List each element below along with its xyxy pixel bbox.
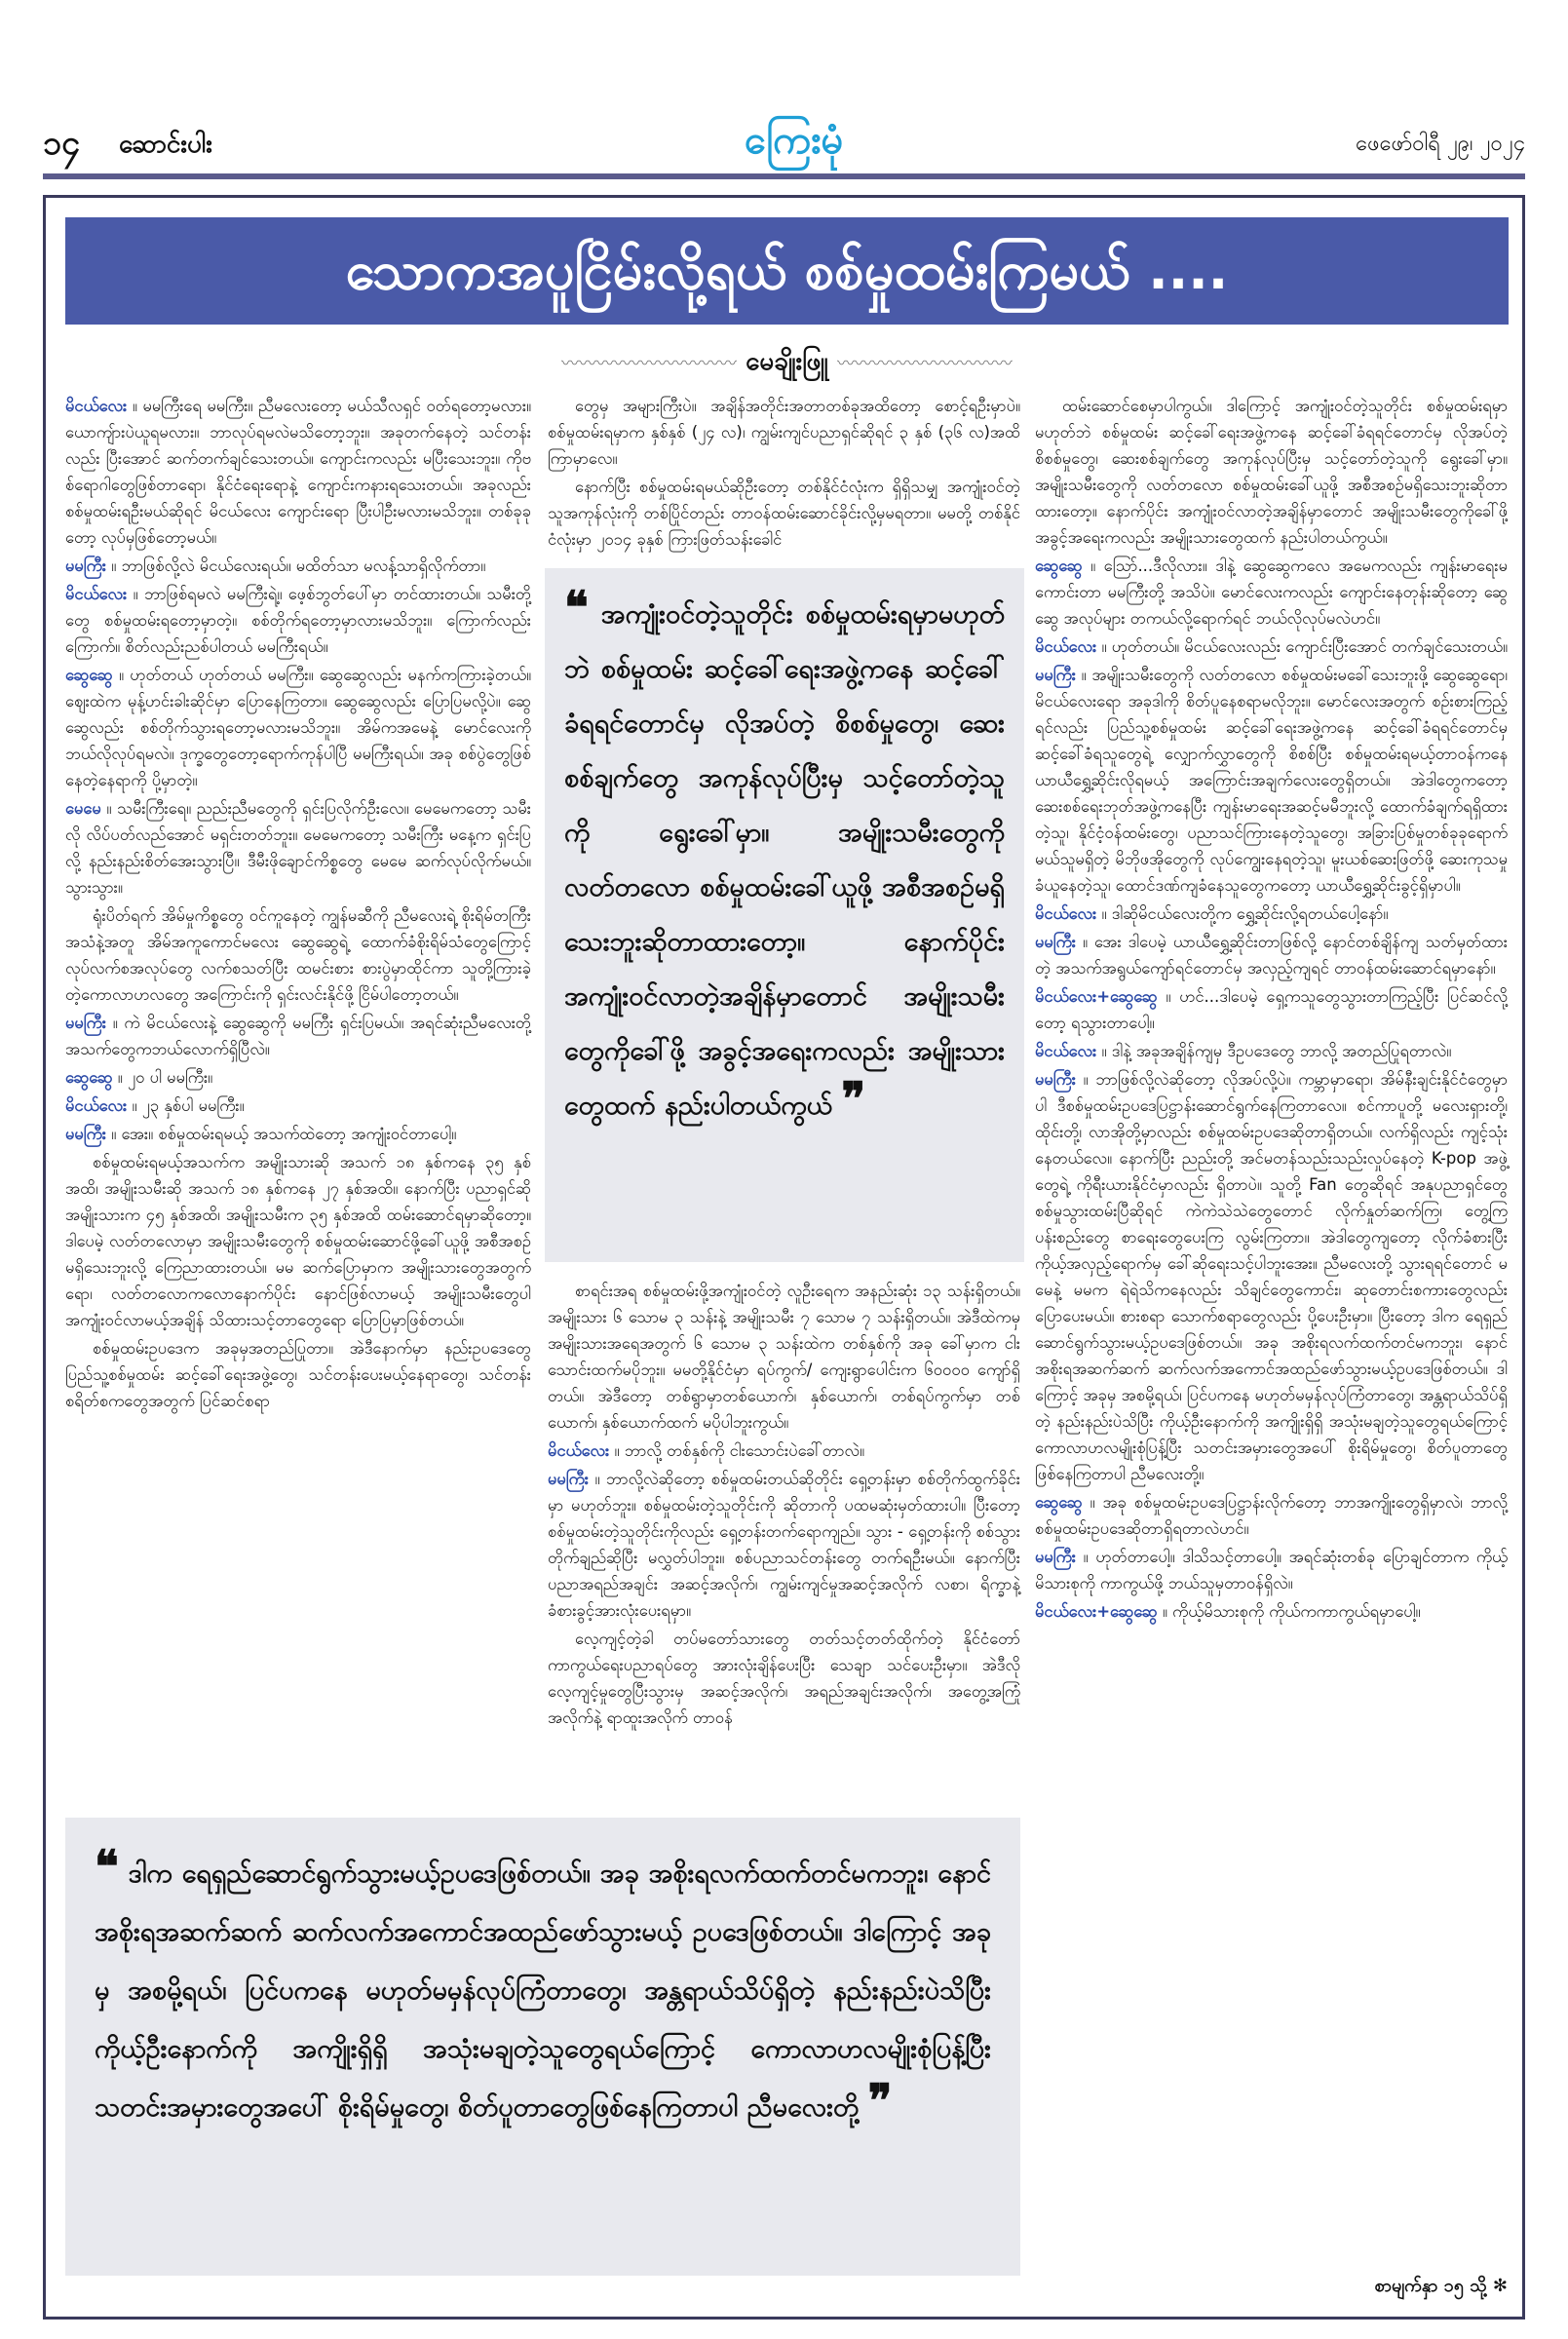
paragraph <box>65 1335 531 1414</box>
paragraph-text: ။ အခု စစ်မှုထမ်းဥပဒေပြဋ္ဌာန်းလိုက်တော့ ဘာအကျိုးတွေရှိမှာလဲ၊ ဘာလို့ စစ်မှုထမ်းဥပဒေဆိုတာရှိရတာလဲဟင်။ <box>1035 1493 1509 1538</box>
paragraph-text: ။ အေး ဒါပေမဲ့ ယာယီရွှေ့ဆိုင်းတာဖြစ်လို့ နောင်တစ်ချိန်ကျ သတ်မှတ်ထားတဲ့ အသက်အရွယ်ကျော်ရင်တောင်မှ အလှည့်ကျရင် တာဝန်ထမ်းဆောင်ရမှာနော်။ <box>1035 933 1508 978</box>
paragraph <box>65 1093 531 1119</box>
column-1 <box>65 393 531 1416</box>
paragraph-text: ။ ကိုယ့်မိသားစုကို ကိုယ်ကကာကွယ်ရမှာပေါ့။ <box>1162 1602 1421 1621</box>
paragraph <box>1035 662 1508 899</box>
paragraph-text: စစ်မှုထမ်းဥပဒေက အခုမှအတည်ပြုတာ။ အဲဒီနောက်မှာ နည်းဥပဒေတွေ ပြည်သူ့စစ်မှုထမ်း ဆင့်ခေါ်ရေးအဖွဲ့တွေ၊ သင်တန်းပေးမယ့်နေရာတွေ၊ သင်တန်းစရိတ်စကတွေအတွက် ပြင်ဆင်စရာ <box>65 1339 531 1410</box>
paragraph <box>1035 1038 1508 1064</box>
open-quote-icon: ❝ <box>564 581 589 633</box>
paragraph-text: ။ ဘာဖြစ်လို့လဲဆိုတော့ လိုအပ်လို့ပဲ။ ကမ္ဘာမှာရော၊ အိမ်နီးချင်းနိုင်ငံတွေမှာပါ ဒီစစ်မှုထမ်းဥပဒေပြဋ္ဌာန်းဆောင်ရွက်နေကြတာလေ။ စင်ကာပူတို့ မလေးရှားတို့၊ ထိုင်းတို့၊ လာအိုတို့မှာလည်း စစ်မှုထမ်းဥပဒေဆိုတာရှိတယ်။ လက်ရှိလည်း ကျင့်သုံးနေတယ်လေ။ နောက်ပြီး ညည်းတို့ အင်မတန်သည်းသည်းလှုပ်နေတဲ့ K-pop အဖွဲ့တွေရဲ့ ကိုရီးယားနိုင်ငံမှာလည်း ရှိတာပဲ။ သူတို့ Fan တွေဆိုရင် အနုပညာရှင်တွေ စစ်မှုသွားထမ်းပြီဆိုရင် ကဲကဲသဲသဲတွေတောင် လိုက်နှုတ်ဆက်ကြ၊ တွေ့ကြ ပန်းစည်းတွေ စာရေးတွေပေးကြ လွမ်းကြတာ။ အဲဒါတွေကျတော့ လိုက်ခံစားပြီး ကိုယ့်အလှည့်ရောက်မှ ခေါ်ဆိုရေးသင့်ပါဘူးအေး။ ညီမလေးတို့ သွားရရင်တောင် မမေနဲ့ မမက ရဲရဲသိကနေလည်း သိချင်တွေကောင်း၊ ဆုတောင်းစကားတွေလည်း ပြောပေးမယ်။ စားစရာ သောက်စရာတွေလည်း ပို့ပေးဦးမှာ။ ပြီးတော့ ဒါက ရေရှည်ဆောင်ရွက်သွားမယ့်ဥပဒေဖြစ်တယ်။ အခု အစိုးရလက်ထက်တင်မကဘူး၊ နောင်အစိုးရအဆက်ဆက် ဆက်လက်အကောင်အထည်ဖော်သွားမယ့်ဥပဒေဖြစ်တယ်။ ဒါကြောင့် အခုမှ အစမို့ရယ်၊ ပြင်ပကနေ မဟုတ်မမှန်လုပ်ကြံတာတွေ၊ အန္တရာယ်သိပ်ရှိတဲ့ နည်းနည်းပဲသိပြီး ကိုယ့်ဦးနောက်ကို အကျိုးရှိရှိ အသုံးမချတဲ့သူတွေရယ်ကြောင့် ကောလာဟလမျိုးစုံပြန့်ပြီး သတင်းအမှားတွေအပေါ် စိုးရိမ်မှုတွေ၊ စိတ်ပူတာတွေဖြစ်နေကြတာပါ ညီမလေးတို့။ <box>1035 1070 1509 1483</box>
speaker-name: မိငယ်လေး <box>1035 637 1097 656</box>
byline <box>46 344 1528 382</box>
newspaper-logo: ကြေးမုံ <box>745 117 844 163</box>
header-divider <box>43 173 1525 179</box>
paragraph <box>548 474 1020 553</box>
paragraph <box>65 1064 531 1091</box>
speaker-name: မမကြီး <box>548 1470 589 1488</box>
paragraph <box>548 1438 1020 1464</box>
column-2 <box>548 393 1020 555</box>
speaker-name: မိငယ်လေး <box>65 1096 128 1115</box>
paragraph-text: ။ ဘာဖြစ်လို့လဲ မိငယ်လေးရယ်။ မထိတ်သာ မလန့်သာရှိလိုက်တာ။ <box>111 556 486 575</box>
speaker-name: ဆွေဆွေ <box>65 1068 113 1087</box>
article-title: သောကအပူငြိမ်းလို့ရယ် စစ်မှုထမ်းကြမယ် .... <box>65 217 1509 325</box>
paragraph <box>1035 1544 1508 1596</box>
paragraph-text: ။ ဒါနဲ့ အခုအချိန်ကျမှ ဒီဥပဒေတွေ ဘာလို့ အတည်ပြုရတာလဲ။ <box>1101 1042 1452 1060</box>
paragraph-text: ။ ဟုတ်တယ်။ မိငယ်လေးလည်း ကျောင်းပြီးအောင် တက်ချင်သေးတယ်။ <box>1101 637 1508 656</box>
speaker-name: မမကြီး <box>1035 1548 1076 1566</box>
paragraph-text: ။ ဟုတ်တာပေါ့။ ဒါသိသင့်တာပေါ့။ အရင်ဆုံးတစ်ခု ပြောချင်တာက ကိုယ့်မိသားစုကို ကာကွယ်ဖို့ ဘယ်သူမှတာဝန်ရှိလဲ။ <box>1035 1548 1508 1592</box>
close-quote-icon: ❞ <box>867 2074 893 2127</box>
paragraph <box>65 553 531 579</box>
paragraph-text: နောက်ပြီး စစ်မှုထမ်းရမယ်ဆိုဦးတော့ တစ်နိုင်ငံလုံးက ရှိရှိသမျှ အကျုံးဝင်တဲ့သူအကုန်လုံးကို တစ်ပြိုင်တည်း တာဝန်ထမ်းဆောင်ခိုင်းလို့မှမရတာ။ မမတို့ တစ်နိုင်ငံလုံးမှာ ၂၀၁၄ ခုနှစ် ကြားဖြတ်သန်းခေါင် <box>548 478 1020 549</box>
speaker-name: မေမေ <box>65 799 101 818</box>
speaker-name: ဆွေဆွေ <box>1035 556 1083 575</box>
speaker-name: မိငယ်လေး+ဆွေဆွေ <box>1035 1602 1158 1621</box>
paragraph <box>65 1010 531 1062</box>
paragraph <box>1035 1066 1508 1487</box>
speaker-name: မမကြီး <box>65 556 106 575</box>
close-quote-icon: ❞ <box>841 1072 866 1125</box>
paragraph <box>1035 901 1508 927</box>
paragraph-text: ။ အေး။ စစ်မှုထမ်းရမယ့် အသက်ထဲတော့ အကျုံးဝင်တာပေါ့။ <box>111 1125 457 1143</box>
speaker-name: မမကြီး <box>1035 666 1076 684</box>
speaker-name: မိငယ်လေး <box>1035 904 1097 923</box>
paragraph <box>1035 393 1508 551</box>
page-number: ၁၄ <box>43 124 81 163</box>
paragraph <box>65 902 531 1008</box>
page-header <box>43 115 1525 172</box>
paragraph-text: ။ သမီးကြီးရေ။ ညည်းညီမတွေကို ရှင်းပြလိုက်ဦးလေ။ မေမေကတော့ သမီးလို လိပ်ပတ်လည်အောင် မရှင်းတတ်ဘူး။ မေမေကတော့ သမီးကြီး မနေ့က ရှင်းပြလို့ နည်းနည်းစိတ်အေးသွားပြီ။ ဒီမီးဖိုချောင်ကိစ္စတွေ မေမေ ဆက်လုပ်လိုက်မယ်။ သွားသွား။ <box>65 799 531 897</box>
paragraph <box>1035 1598 1508 1625</box>
wave-ornament-left: 〰〰〰〰〰〰〰〰〰〰 <box>561 354 738 374</box>
speaker-name: မမကြီး <box>1035 1070 1076 1089</box>
speaker-name: မိငယ်လေး <box>65 397 128 415</box>
paragraph-text: ။ ၂၃ နှစ်ပါ မမကြီး။ <box>132 1096 245 1115</box>
speaker-name: မိငယ်လေး <box>65 585 128 603</box>
wave-ornament-right: 〰〰〰〰〰〰〰〰〰〰 <box>836 354 1013 374</box>
paragraph <box>548 393 1020 472</box>
paragraph-text: ။ ဩော်...ဒီလိုလား။ ဒါနဲ့ ဆွေဆွေကလေ အမေကလည်း ကျန်းမာရေးမကောင်းတာ မမကြီးတို့ အသိပဲ။ မောင်လေးကလည်း ကျောင်းနေတုန်းဆိုတော့ ဆွေဆွေ အလုပ်များ တကယ်လို့ရောက်ရင် ဘယ်လိုလုပ်မလဲဟင်။ <box>1035 556 1509 628</box>
pull-quote-2-text: ဒါက ရေရှည်ဆောင်ရွက်သွားမယ့်ဥပဒေဖြစ်တယ်။ အခု အစိုးရလက်ထက်တင်မကဘူး၊ နောင်အစိုးရအဆက်ဆက် ဆက်လက်အကောင်အထည်ဖော်သွားမယ့် ဥပဒေဖြစ်တယ်။ ဒါကြောင့် အခုမှ အစမို့ရယ်၊ ပြင်ပကနေ မဟုတ်မမှန်လုပ်ကြံတာတွေ၊ အန္တရာယ်သိပ်ရှိတဲ့ နည်းနည်းပဲသိပြီး ကိုယ့်ဦးနောက်ကို အကျိုးရှိရှိ အသုံးမချတဲ့သူတွေရယ်ကြောင့် ကောလာဟလမျိုးစုံပြန့်ပြီး သတင်းအမှားတွေအပေါ် စိုးရိမ်မှုတွေ၊ စိတ်ပူတာတွေဖြစ်နေကြတာပါ ညီမလေးတို့ <box>95 1859 991 2123</box>
paragraph <box>65 795 531 901</box>
speaker-name: မိငယ်လေး <box>548 1441 610 1460</box>
paragraph-text: ထမ်းဆောင်စေမှာပါကွယ်။ ဒါကြောင့် အကျုံးဝင်တဲ့သူတိုင်း စစ်မှုထမ်းရမှာမဟုတ်ဘဲ စစ်မှုထမ်း ဆင့်ခေါ်ရေးအဖွဲ့ကနေ ဆင့်ခေါ်ခံရရင်တောင်မှ လိုအပ်တဲ့ စိစစ်မှုတွေ၊ ဆေးစစ်ချက်တွေ အကုန်လုပ်ပြီးမှ သင့်တော်တဲ့သူကို ရွေးခေါ်မှာ။ အမျိုးသမီးတွေကို လတ်တလော စစ်မှုထမ်းခေါ်ယူဖို့ အစီအစဉ်မရှိသေးဘူးဆိုတာထားတော့။ နောက်ပိုင်း အကျုံးဝင်လာတဲ့အချိန်မှာတောင် အမျိုးသမီးတွေကိုခေါ်ဖို့ အခွင့်အရေးကလည်း အမျိုးသားတွေထက် နည်းပါတယ်ကွယ်။ <box>1035 397 1508 547</box>
speaker-name: ဆွေဆွေ <box>1035 1493 1083 1512</box>
paragraph <box>1035 1489 1508 1542</box>
paragraph <box>548 1278 1020 1436</box>
article-frame <box>43 195 1525 2320</box>
paragraph-text: စာရင်းအရ စစ်မှုထမ်းဖို့အကျုံးဝင်တဲ့ လူဦးရေက အနည်းဆုံး ၁၃ သန်းရှိတယ်။ အမျိုးသား ၆ သောမ ၃ သန်းနဲ့ အမျိုးသမီး ၇ သောမ ၇ သန်းရှိတယ်။ အဲဒီထဲကမှ အမျိုးသားအရေအတွက် ၆ သောမ ၃ သန်းထဲက တစ်နှစ်ကို အခု ခေါ်မှာက ငါးသောင်းထက်မပိုဘူး။ မမတို့နိုင်ငံမှာ ရပ်ကွက်/ ကျေးရွာပေါင်းက ၆၀၀၀၀ ကျော်ရှိတယ်။ အဲဒီတော့ တစ်ရွာမှာတစ်ယောက်၊ နှစ်ယောက်၊ တစ်ရပ်ကွက်မှာ တစ်ယောက်၊ နှစ်ယောက်ထက် မပိုပါဘူးကွယ်။ <box>548 1282 1020 1432</box>
paragraph <box>65 393 531 551</box>
paragraph-text: ။ အမျိုးသမီးတွေကို လတ်တလော စစ်မှုထမ်းမခေါ်သေးဘူးဖို့ ဆွေဆွေရော၊ မိငယ်လေးရော အခုဒါကို စိတ်ပူနေစရာမလိုဘူး။ မောင်လေးအတွက် စဉ်းစားကြည့်ရင်လည်း ပြည်သူ့စစ်မှုထမ်း ဆင့်ခေါ်ရေးအဖွဲ့ကနေ ဆင့်ခေါ်ခံရရင်တောင်မှ ဆင့်ခေါ်ခံရသူတွေရဲ့ လျှောက်လွှာတွေကို စိစစ်ပြီး စစ်မှုထမ်းရမယ့်တာဝန်ကနေ ယာယီရွှေ့ဆိုင်းလိုရမယ့် အကြောင်းအချက်လေးတွေရှိတယ်။ အဲဒါတွေကတော့ ဆေးစစ်ရေးဘုတ်အဖွဲ့ကနေပြီး ကျန်းမာရေးအဆင့်မမီဘူးလို့ ထောက်ခံချက်ရရှိထားတဲ့သူ၊ နိုင်ငံ့ဝန်ထမ်းတွေ၊ ပညာသင်ကြားနေတဲ့သူတွေ၊ အခြားပြစ်မှုတစ်ခုခုရောက်မယ်သူမရှိတဲ့ မိဘိုဖအိုတွေကို လုပ်ကျွေးနေရတဲ့သူ၊ မူးယစ်ဆေးဖြတ်ဖို့ ဆေးကုသမှုခံယူနေတဲ့သူ၊ ထောင်ဒဏ်ကျခံနေသူတွေကတော့ ယာယီရွှေ့ဆိုင်းခွင့်ရှိမှာပါ။ <box>1035 666 1509 895</box>
paragraph <box>1035 929 1508 981</box>
pull-quote-2 <box>65 1818 1020 2276</box>
paragraph-text: စစ်မှုထမ်းရမယ့်အသက်က အမျိုးသားဆို အသက် ၁၈ နှစ်ကနေ ၃၅ နှစ်အထိ၊ အမျိုးသမီးဆို အသက် ၁၈ နှစ်ကနေ ၂၇ နှစ်အထိ။ နောက်ပြီး ပညာရှင်ဆို အမျိုးသားက ၄၅ နှစ်အထိ၊ အမျိုးသမီးက ၃၅ နှစ်အထိ ထမ်းဆောင်ရမှာဆိုတော့။ ဒါပေမဲ့ လတ်တလောမှာ အမျိုးသမီးတွေကို စစ်မှုထမ်းဆောင်ဖို့ခေါ်ယူဖို့ အစီအစဉ်မရှိသေးဘူးလို့ ကြေညာထားတယ်။ မမ ဆက်ပြောမှာက အမျိုးသားတွေအတွက်ရော၊ လတ်တလောကလောနောက်ပိုင်း နောင်ဖြစ်လာမယ့် အမျိုးသမီးတွေပါ အကျုံးဝင်လာမယ့်အချိန် သိထားသင့်တာတွေရော ပြောပြမှာဖြစ်တယ်။ <box>65 1153 531 1329</box>
paragraph <box>65 662 531 793</box>
paragraph-text: ။ ဘာလို့ တစ်နှစ်ကို ငါးသောင်းပဲခေါ်တာလဲ။ <box>614 1441 864 1460</box>
paragraph-text: ။ မမကြီးရေ မမကြီး။ ညီမလေးတော့ မယ်သီလရှင် ဝတ်ရတော့မလား။ ယောကျ်ားပဲယူရမလား။ ဘာလုပ်ရမလဲမသိတော့ဘူး။ အခုတက်နေတဲ့ သင်တန်းလည်း ပြီးအောင် ဆက်တက်ချင်သေးတယ်။ ကျောင်းကလည်း မပြီးသေးဘူး။ ကိုဗစ်ရောဂါတွေဖြစ်တာရော၊ နိုင်ငံရေးရောနဲ့ ကျောင်းကနားရသေးတယ်။ အခုလည်း စစ်မှုထမ်းရဦးမယ်ဆိုရင် မိငယ်လေး ကျောင်းရော ပြီးပါဦးမလားမသိဘူး။ တစ်ခုခုတော့ လုပ်မှဖြစ်တော့မယ်။ <box>65 397 532 547</box>
column-3 <box>1035 393 1508 1627</box>
issue-date: ဖေဖော်ဝါရီ ၂၉၊ ၂၀၂၄ <box>1356 132 1525 156</box>
paragraph <box>65 1149 531 1333</box>
pull-quote-1-text: အကျုံးဝင်တဲ့သူတိုင်း စစ်မှုထမ်းရမှာမဟုတ်ဘဲ စစ်မှုထမ်း ဆင့်ခေါ်ရေးအဖွဲ့ကနေ ဆင့်ခေါ်ခံရရင်တောင်မှ လိုအပ်တဲ့ စိစစ်မှုတွေ၊ ဆေးစစ်ချက်တွေ အကုန်လုပ်ပြီးမှ သင့်တော်တဲ့သူကို ရွေးခေါ်မှာ။ အမျိုးသမီးတွေကို လတ်တလော စစ်မှုထမ်းခေါ်ယူဖို့ အစီအစဉ်မရှိသေးဘူးဆိုတာထားတော့။ နောက်ပိုင်း အကျုံးဝင်လာတဲ့အချိန်မှာတောင် အမျိုးသမီးတွေကိုခေါ်ဖို့ အခွင့်အရေးကလည်း အမျိုးသားတွေထက် နည်းပါတယ်ကွယ် <box>564 599 1005 1121</box>
author-name: မေချိုးဖြူ <box>746 347 828 376</box>
speaker-name: မိငယ်လေး+ဆွေဆွေ <box>1035 987 1158 1006</box>
paragraph-text: လေ့ကျင့်တဲ့ခါ တပ်မတော်သားတွေ တတ်သင့်တတ်ထိုက်တဲ့ နိုင်ငံတော်ကာကွယ်ရေးပညာရပ်တွေ အားလုံးချိန်ပေးပြီး သေချာ သင်ပေးဦးမှာ။ အဲဒီလို လေ့ကျင့်မှုတွေပြီးသွားမှ အဆင့်အလိုက်၊ အရည်အချင်းအလိုက်၊ အတွေ့အကြုံအလိုက်နဲ့ ရာထူးအလိုက် တာဝန် <box>548 1630 1020 1727</box>
continued-on-page: စာမျက်နှာ ၁၅ သို့ ✻ <box>1374 2276 1508 2296</box>
speaker-name: ဆွေဆွေ <box>65 666 113 684</box>
open-quote-icon: ❝ <box>95 1840 119 1893</box>
paragraph-text: ။ ၂၀ ပါ မမကြီး။ <box>117 1068 213 1087</box>
paragraph <box>1035 553 1508 632</box>
paragraph <box>1035 633 1508 660</box>
paragraph-text: တွေမှ အများကြီးပဲ။ အချိန်အတိုင်းအတာတစ်ခုအထိတော့ စောင့်ရဦးမှာပဲ။ စစ်မှုထမ်းရမှာက နှစ်နှစ် (၂၄ လ)၊ ကျွမ်းကျင်ပညာရှင်ဆိုရင် ၃ နှစ် (၃၆ လ)အထိ ကြာမှာလေ။ <box>548 397 1020 468</box>
speaker-name: မမကြီး <box>65 1014 106 1032</box>
paragraph-text: ။ ဒါဆိုမိငယ်လေးတို့က ရွှေ့ဆိုင်းလို့ရတယ်ပေါ့နော်။ <box>1101 904 1389 923</box>
paragraph-text: ။ ဘာဖြစ်ရမလဲ မမကြီးရဲ့။ ဖေ့စ်ဘွတ်ပေါ်မှာ တင်ထားတယ်။ သမီးတို့တွေ စစ်မှုထမ်းရတော့မှာတဲ့။ စစ်တိုက်ရတော့မှာလားမသိဘူး။ ကြောက်လည်းကြောက်။ စိတ်လည်းညစ်ပါတယ် မမကြီးရယ်။ <box>65 585 531 656</box>
paragraph <box>1035 983 1508 1036</box>
pull-quote-1 <box>545 568 1024 1262</box>
speaker-name: မိငယ်လေး <box>1035 1042 1097 1060</box>
paragraph <box>548 1466 1020 1624</box>
paragraph <box>65 1121 531 1147</box>
paragraph-text: ။ ဟင်...ဒါပေမဲ့ ရှေ့ကသူတွေသွားတာကြည့်ပြီး ပြင်ဆင်လို့တော့ ရသွားတာပေါ့။ <box>1035 987 1508 1032</box>
column-2-continued <box>548 1278 1020 1733</box>
section-label: ဆောင်းပါး <box>119 130 212 159</box>
speaker-name: မမကြီး <box>65 1125 106 1143</box>
speaker-name: မမကြီး <box>1035 933 1076 951</box>
paragraph-text: ရုံးပိတ်ရက် အိမ်မှုကိစ္စတွေ ဝင်ကူနေတဲ့ ကျွန်မဆီကို ညီမလေးရဲ့ စိုးရိမ်တကြီးအသံနဲ့အတူ အိမ်အကူကောင်မလေး ဆွေဆွေရဲ့ ထောက်ခံစိုးရိမ်သံတွေကြောင့် လုပ်လက်စအလုပ်တွေ လက်စသတ်ပြီး ထမင်းစား စားပွဲမှာထိုင်ကာ သူတို့ကြားခဲ့တဲ့ကောလာဟလတွေ အကြောင်းကို ရှင်းလင်းနိုင်ဖို့ ငြိမ်ပါတော့တယ်။ <box>65 906 531 1004</box>
paragraph <box>65 581 531 660</box>
paragraph <box>548 1626 1020 1731</box>
paragraph-text: ။ ဘာလို့လဲဆိုတော့ စစ်မှုထမ်းတယ်ဆိုတိုင်း ရှေ့တန်းမှာ စစ်တိုက်ထွက်ခိုင်းမှာ မဟုတ်ဘူး။ စစ်မှုထမ်းတဲ့သူတိုင်းကို ဆိုတာကို ပထမဆုံးမှတ်ထားပါ။ ပြီးတော့ စစ်မှုထမ်းတဲ့သူတိုင်းကိုလည်း ရှေ့တန်းတက်ရောကျည်။ သွား - ရှေ့တန်းကို စစ်သွားတိုက်ချည်ဆိုပြီး မလွှတ်ပါဘူး။ စစ်ပညာသင်တန်းတွေ တက်ရဦးမယ်။ နောက်ပြီး ပညာအရည်အချင်း အဆင့်အလိုက်၊ ကျွမ်းကျင်မှုအဆင့်အလိုက် လစာ၊ ရိက္ခာနဲ့ ခံစားခွင့်အားလုံးပေးရမှာ။ <box>548 1470 1020 1620</box>
paragraph-text: ။ ကဲ မိငယ်လေးနဲ့ ဆွေဆွေကို မမကြီး ရှင်းပြမယ်။ အရင်ဆုံးညီမလေးတို့အသက်တွေကဘယ်လောက်ရှိပြီလဲ။ <box>65 1014 531 1058</box>
paragraph-text: ။ ဟုတ်တယ် ဟုတ်တယ် မမကြီး။ ဆွေဆွေလည်း မနက်ကကြားခဲ့တယ်။ ဈေးထဲက မုန့်ဟင်းခါးဆိုင်မှာ ပြောနေကြတာ။ ဆွေဆွေလည်း ပြောပြမလို့ပဲ။ ဆွေဆွေလည်း စစ်တိုက်သွားရတော့မလားမသိဘူး။ အိမ်ကအမေနဲ့ မောင်လေးကို ဘယ်လိုလုပ်ရမလဲ။ ဒုက္ခတွေတော့ရောက်ကုန်ပါပြီ မမကြီးရယ်။ အခု စစ်ပွဲတွေဖြစ်နေတဲ့နေရာကို ပို့မှာတဲ့။ <box>65 666 531 789</box>
